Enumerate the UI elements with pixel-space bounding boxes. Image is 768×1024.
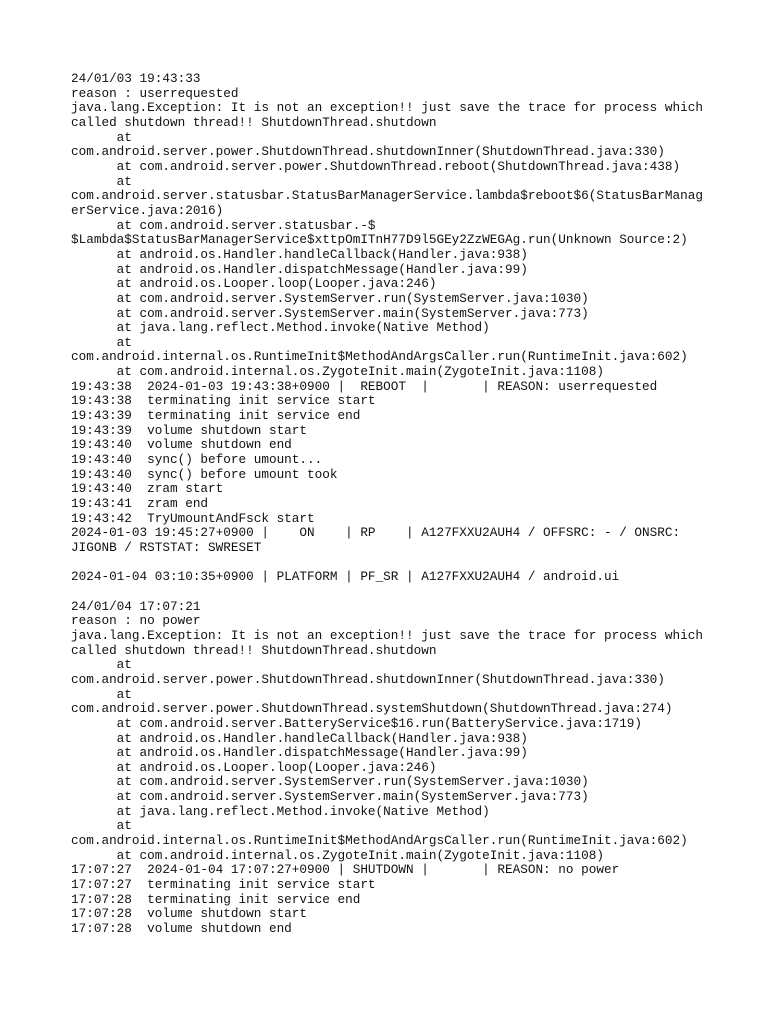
log-line: java.lang.Exception: It is not an exception!! just save the trace for process which (71, 627, 703, 643)
log-line: reason : userrequested (71, 85, 239, 101)
log-line: at com.android.server.SystemServer.run(SystemServer.java:1030) (71, 290, 589, 306)
log-line: com.android.server.power.ShutdownThread.systemShutdown(ShutdownThread.java:274) (71, 701, 673, 717)
log-line: at com.android.server.SystemServer.main(SystemServer.java:773) (71, 789, 589, 805)
log-line: at (71, 657, 132, 673)
log-line: at com.android.server.SystemServer.run(SystemServer.java:1030) (71, 774, 589, 790)
log-line: 19:43:41 zram end (71, 496, 209, 512)
log-line: at com.android.internal.os.ZygoteInit.main(ZygoteInit.java:1108) (71, 847, 604, 863)
log-line: called shutdown thread!! ShutdownThread.shutdown (71, 114, 437, 130)
log-line: at (71, 173, 132, 189)
log-line: at com.android.server.SystemServer.main(SystemServer.java:773) (71, 305, 589, 321)
log-line: at com.android.server.power.ShutdownThread.reboot(ShutdownThread.java:438) (71, 158, 681, 174)
log-line: 19:43:42 TryUmountAndFsck start (71, 510, 315, 526)
log-line: 17:07:28 volume shutdown start (71, 906, 308, 922)
log-line: 17:07:28 volume shutdown end (71, 921, 292, 937)
log-line: com.android.internal.os.RuntimeInit$MethodAndArgsCaller.run(RuntimeInit.java:602) (71, 833, 688, 849)
log-line: $Lambda$StatusBarManagerService$xttpOmITnH77D9l5GEy2ZzWEGAg.run(Unknown Source:2) (71, 232, 688, 248)
log-line: reason : no power (71, 613, 201, 629)
log-line: at java.lang.reflect.Method.invoke(Native Method) (71, 803, 490, 819)
log-line: 19:43:39 volume shutdown start (71, 422, 308, 438)
log-line: 19:43:38 terminating init service start (71, 393, 376, 409)
log-line: java.lang.Exception: It is not an exception!! just save the trace for process which (71, 100, 703, 116)
log-line: JIGONB / RSTSTAT: SWRESET (71, 540, 262, 555)
log-line: 19:43:40 zram start (71, 481, 224, 497)
log-line: at (71, 334, 132, 350)
log-line: com.android.server.power.ShutdownThread.shutdownInner(ShutdownThread.java:330) (71, 671, 665, 687)
log-line: at android.os.Looper.loop(Looper.java:246) (71, 276, 437, 292)
log-line: 24/01/03 19:43:33 (71, 71, 201, 86)
log-line: 17:07:28 terminating init service end (71, 891, 361, 907)
log-line: 19:43:40 sync() before umount... (71, 452, 323, 468)
log-line: at java.lang.reflect.Method.invoke(Native Method) (71, 320, 490, 336)
log-line: at android.os.Handler.dispatchMessage(Handler.java:99) (71, 261, 528, 277)
log-line: at com.android.server.BatteryService$16.run(BatteryService.java:1719) (71, 715, 643, 731)
log-line: 24/01/04 17:07:21 (71, 598, 201, 614)
log-line: at com.android.internal.os.ZygoteInit.main(ZygoteInit.java:1108) (71, 364, 604, 380)
log-line: at android.os.Handler.handleCallback(Handler.java:938) (71, 730, 528, 746)
log-line: 19:43:38 2024-01-03 19:43:38+0900 | REBOOT | | REASON: userrequested (71, 378, 658, 394)
log-line: 17:07:27 2024-01-04 17:07:27+0900 | SHUTDOWN | | REASON: no power (71, 862, 620, 878)
log-line: at (71, 129, 132, 145)
log-line: 19:43:39 terminating init service end (71, 408, 361, 424)
log-line: com.android.server.power.ShutdownThread.shutdownInner(ShutdownThread.java:330) (71, 144, 665, 160)
log-line (71, 556, 711, 571)
document-page (71, 72, 711, 937)
log-line: at (71, 818, 132, 834)
log-line (71, 585, 711, 600)
log-line: 2024-01-03 19:45:27+0900 | ON | RP | A127FXXU2AUH4 / OFFSRC: - / ONSRC: (71, 525, 681, 541)
shutdown-log-text (71, 72, 711, 937)
log-line: at android.os.Handler.handleCallback(Handler.java:938) (71, 246, 528, 262)
log-line: at android.os.Handler.dispatchMessage(Handler.java:99) (71, 745, 528, 761)
log-line: erService.java:2016) (71, 202, 224, 218)
log-line: at (71, 686, 132, 702)
log-line: at android.os.Looper.loop(Looper.java:246) (71, 759, 437, 775)
log-line: 17:07:27 terminating init service start (71, 877, 376, 893)
log-line: at com.android.server.statusbar.-$ (71, 217, 376, 233)
log-line: com.android.internal.os.RuntimeInit$MethodAndArgsCaller.run(RuntimeInit.java:602) (71, 349, 688, 365)
log-line: 2024-01-04 03:10:35+0900 | PLATFORM | PF_SR | A127FXXU2AUH4 / android.ui (71, 569, 620, 585)
log-line: 19:43:40 volume shutdown end (71, 437, 292, 453)
log-line: com.android.server.statusbar.StatusBarManagerService.lambda$reboot$6(StatusBarManag (71, 188, 703, 204)
log-line: called shutdown thread!! ShutdownThread.shutdown (71, 642, 437, 658)
log-line: 19:43:40 sync() before umount took (71, 466, 338, 482)
